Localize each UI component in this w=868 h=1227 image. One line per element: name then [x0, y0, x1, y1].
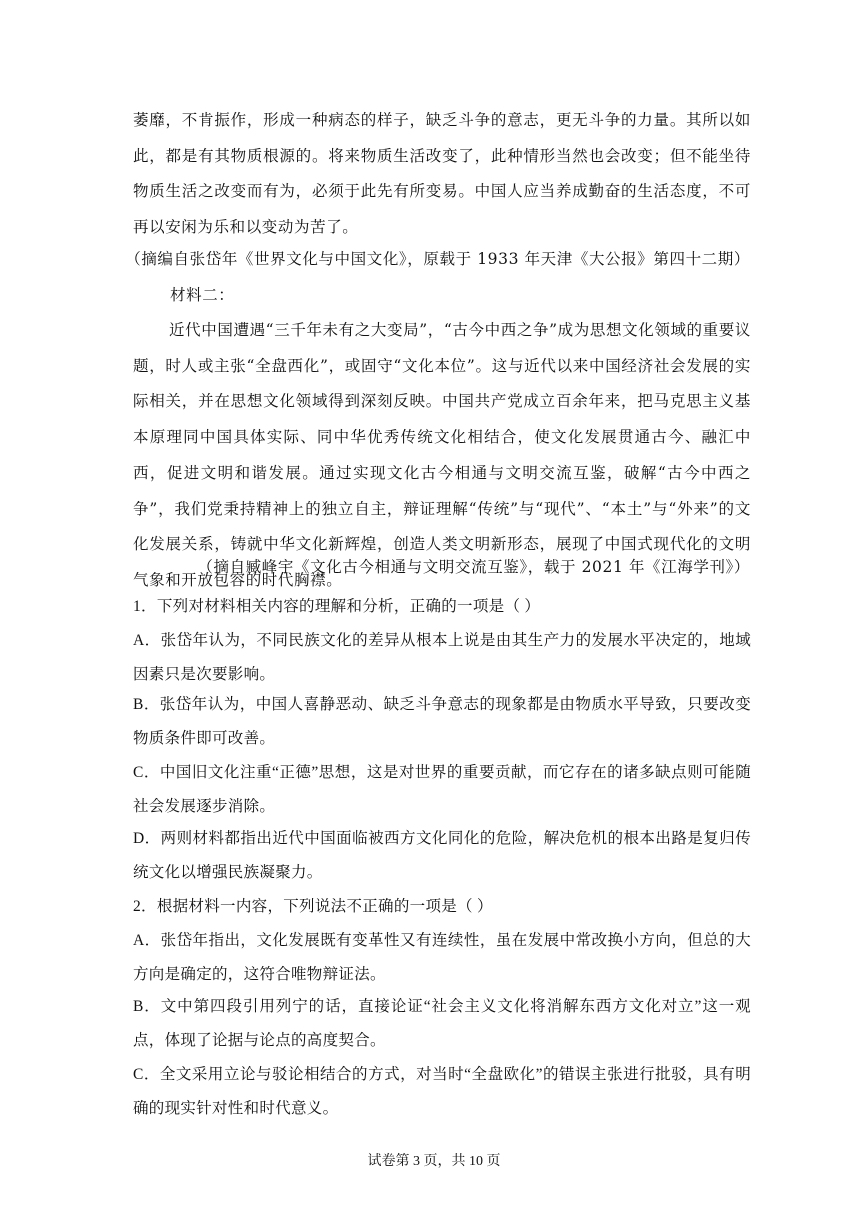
question-1-option-c: C．中国旧文化注重“正德”思想，这是对世界的重要贡献，而它存在的诸多缺点则可能随社会发展逐步消除。 — [133, 764, 751, 815]
material-2-source: （摘自臧峰宇《文化古今相通与文明交流互鉴》，载于 2021 年《江海学刊》） — [197, 558, 750, 576]
question-2-option-c: C．全文采用立论与驳论相结合的方式，对当时“全盘欧化”的错误主张进行批驳，具有明确的现实针对性和时代意义。 — [133, 1066, 751, 1117]
question-1-option-d: D．两则材料都指出近代中国面临被西方文化同化的危险，解决危机的根本出路是复归传统文化以增强民族凝聚力。 — [133, 830, 751, 881]
material-2-paragraph: 近代中国遭遇“三千年未有之大变局”，“古今中西之争”成为思想文化领域的重要议题，时人或主张“全盘西化”，或固守“文化本位”。这与近代以来中国经济社会发展的实际相关，并在思想文化领域得到深刻反映。中国共产党成立百余年来，把马克思主义基本原理同中国具体实际、同中华优秀传统文化相结合，使文化发展贯通古今、融汇中西，促进文明和谐发展。通过实现文化古今相通与文明交流互鉴，破解“古今中西之争”，我们党秉持精神上的独立自主，辩证理解“传统”与“现代”、“本土”与“外来”的文化发展关系，铸就中华文化新辉煌，创造人类文明新形态，展现了中国式现代化的文明气象和开放包容的时代胸襟。 — [133, 321, 751, 589]
question-2-stem: 2．根据材料一内容，下列说法不正确的一项是（ ） — [133, 898, 493, 915]
question-2-option-a: A．张岱年指出，文化发展既有变革性又有连续性，虽在发展中常改换小方向，但总的大方向是确定的，这符合唯物辩证法。 — [133, 932, 751, 983]
question-1-option-a: A．张岱年认为，不同民族文化的差异从根本上说是由其生产力的发展水平决定的，地域因素只是次要影响。 — [133, 632, 751, 683]
page-footer: 试卷第 3 页，共 10 页 — [367, 1154, 501, 1169]
material-1-source: （摘编自张岱年《世界文化与中国文化》，原载于 1933 年天津《大公报》第四十二期） — [125, 250, 750, 268]
question-1-stem: 1．下列对材料相关内容的理解和分析，正确的一项是（ ） — [133, 598, 541, 615]
question-2-option-b: B．文中第四段引用列宁的话，直接论证“社会主义文化将消解东西方文化对立”这一观点，体现了论据与论点的高度契合。 — [133, 998, 751, 1049]
question-1-option-b: B．张岱年认为，中国人喜静恶动、缺乏斗争意志的现象都是由物质水平导致，只要改变物质条件即可改善。 — [133, 696, 751, 747]
material-2-label: 材料二： — [170, 286, 235, 304]
material-1-paragraph: 萎靡，不肯振作，形成一种病态的样子，缺乏斗争的意志，更无斗争的力量。其所以如此，都是有其物质根源的。将来物质生活改变了，此种情形当然也会改变；但不能坐待物质生活之改变而有为，必须于此先有所变易。中国人应当养成勤奋的生活态度，不可再以安闲为乐和以变动为苦了。 — [133, 111, 751, 237]
